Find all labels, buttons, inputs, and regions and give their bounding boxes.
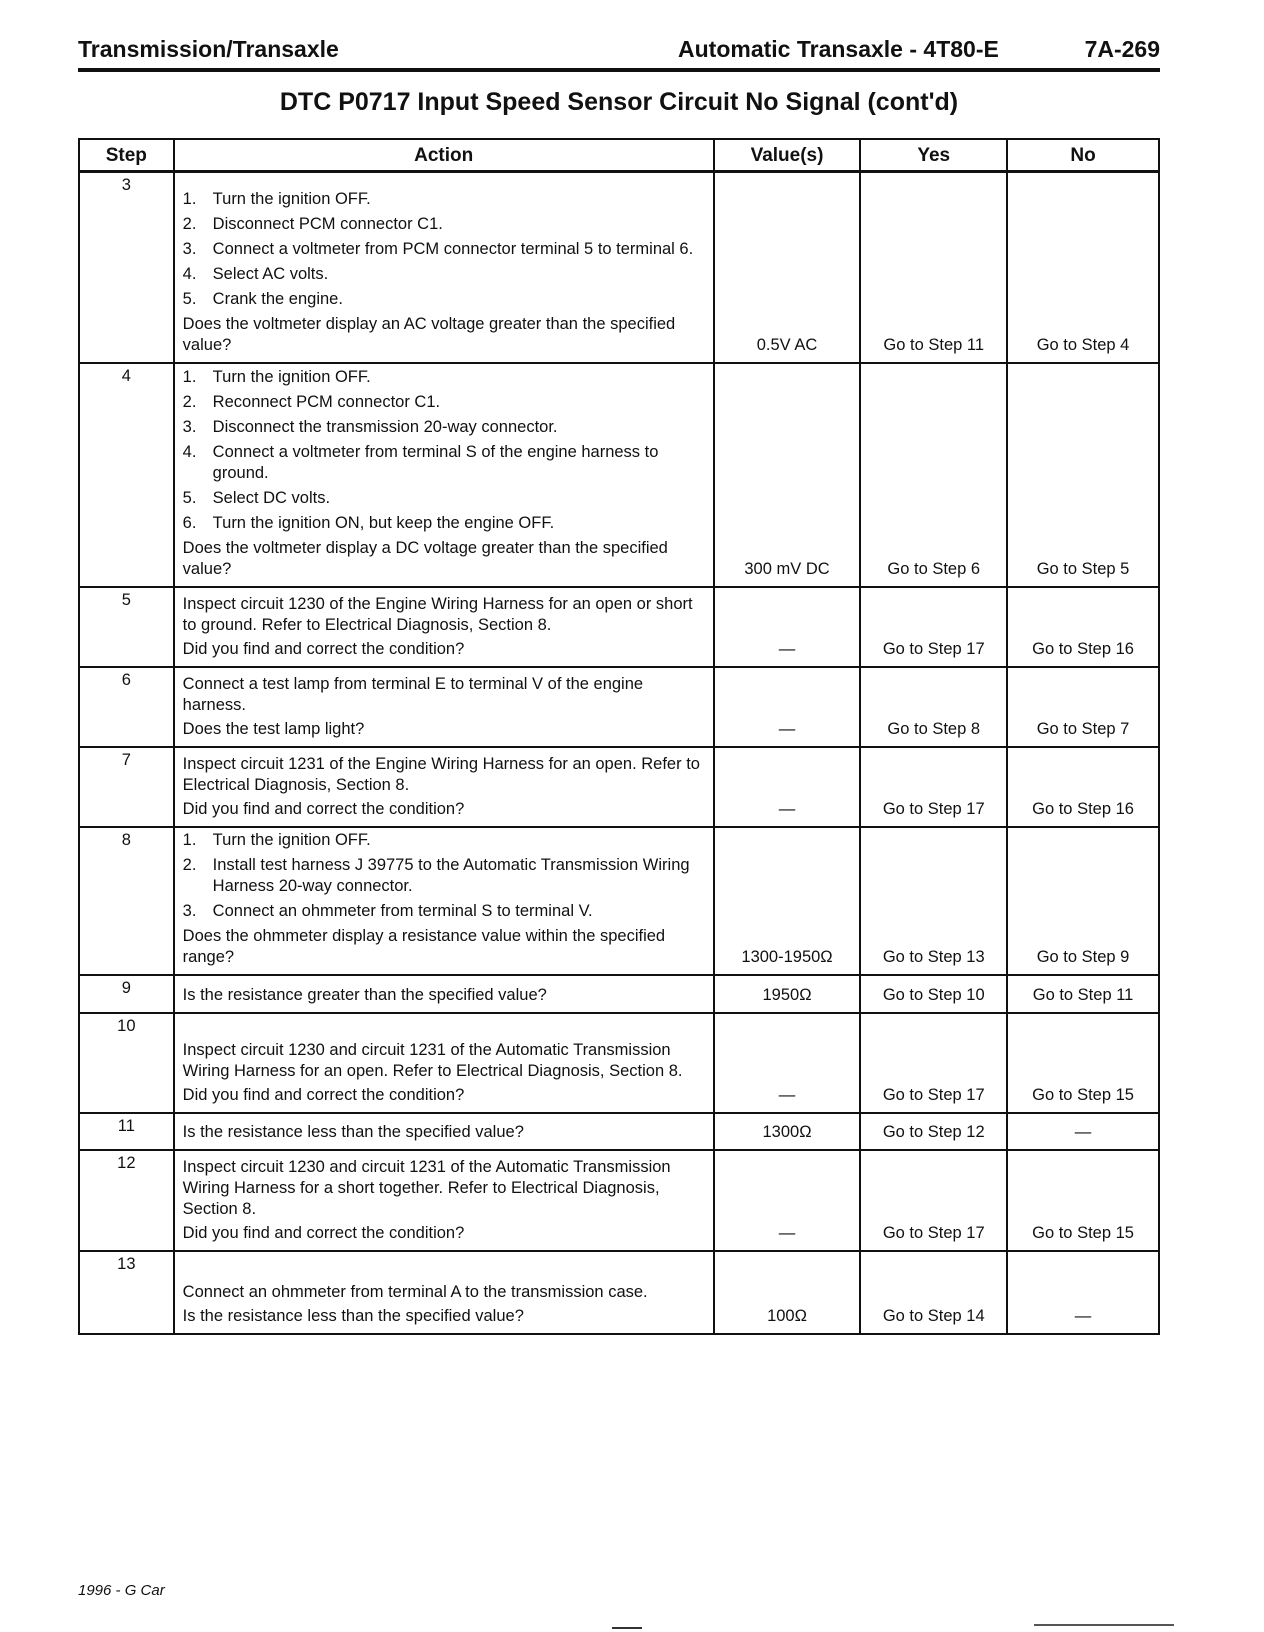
column-header-no: No [1007, 139, 1159, 172]
action-step-item [183, 264, 703, 285]
yes-cell: Go to Step 14 [860, 1251, 1007, 1334]
action-step-number: 3. [182, 417, 197, 436]
footer-edition: 1996 - G Car [78, 1582, 165, 1599]
action-cell [174, 363, 714, 587]
table-row [79, 975, 1159, 1013]
action-step-text: Disconnect the transmission 20-way connector. [212, 417, 558, 436]
value-cell: 300 mV DC [714, 363, 861, 587]
action-steps-list [183, 830, 703, 922]
no-cell: Go to Step 9 [1007, 827, 1159, 975]
action-step-item [183, 417, 703, 438]
action-step-item [183, 239, 703, 260]
action-step-item [183, 289, 703, 310]
value-cell: — [714, 667, 861, 747]
action-question: Does the ohmmeter display a resistance value within the specified range? [182, 926, 666, 966]
action-cell [174, 747, 714, 827]
no-cell: Go to Step 5 [1007, 363, 1159, 587]
action-step-number: 5. [182, 289, 197, 308]
value-cell: 100Ω [714, 1251, 861, 1334]
step-cell: 4 [79, 363, 174, 587]
action-step-number: 6. [182, 513, 197, 532]
page-number: 7A-269 [1084, 36, 1160, 62]
action-question: Did you find and correct the condition? [182, 799, 465, 818]
subsection-title: Automatic Transaxle - 4T80-E [678, 36, 999, 62]
action-step-item [183, 488, 703, 509]
action-step-text: Turn the ignition OFF. [212, 189, 371, 208]
column-header-values: Value(s) [714, 139, 861, 172]
action-cell [174, 667, 714, 747]
action-cell [174, 172, 714, 363]
action-text: Inspect circuit 1230 of the Engine Wiring Harness for an open or short to ground. Refer to Electrical Diagnosis, Section 8. [182, 594, 693, 634]
action-step-item [183, 830, 703, 851]
action-step-text: Connect an ohmmeter from terminal S to terminal V. [212, 901, 593, 920]
value-cell: 1300Ω [714, 1113, 861, 1150]
action-question: Did you find and correct the condition? [182, 1085, 465, 1104]
action-cell [174, 1251, 714, 1334]
action-cell [174, 975, 714, 1013]
no-cell: Go to Step 15 [1007, 1013, 1159, 1113]
table-row [79, 1013, 1159, 1113]
step-cell: 10 [79, 1013, 174, 1113]
action-step-number: 1. [182, 830, 197, 849]
action-step-text: Reconnect PCM connector C1. [212, 392, 441, 411]
action-text: Inspect circuit 1230 and circuit 1231 of the Automatic Transmission Wiring Harness for an open. Refer to Electrical Diagnosis, Section 8. [182, 1040, 683, 1080]
action-step-item [183, 392, 703, 413]
action-step-number: 1. [182, 367, 197, 386]
table-row [79, 1150, 1159, 1251]
yes-cell: Go to Step 17 [860, 587, 1007, 667]
step-cell: 7 [79, 747, 174, 827]
action-step-number: 1. [182, 189, 197, 208]
no-cell: — [1007, 1113, 1159, 1150]
step-cell: 5 [79, 587, 174, 667]
action-step-text: Connect a voltmeter from terminal S of the engine harness to ground. [212, 442, 659, 482]
value-cell: 1950Ω [714, 975, 861, 1013]
column-header-yes: Yes [860, 139, 1007, 172]
action-step-text: Connect a voltmeter from PCM connector terminal 5 to terminal 6. [212, 239, 694, 258]
action-step-text: Turn the ignition OFF. [212, 830, 371, 849]
action-step-text: Select AC volts. [212, 264, 329, 283]
table-header-row [79, 139, 1159, 172]
action-question: Does the test lamp light? [182, 719, 365, 738]
no-cell: — [1007, 1251, 1159, 1334]
action-cell [174, 1013, 714, 1113]
diagnostic-table [78, 138, 1160, 1335]
no-cell: Go to Step 15 [1007, 1150, 1159, 1251]
action-step-number: 2. [182, 214, 197, 233]
action-cell [174, 1150, 714, 1251]
value-cell: — [714, 1150, 861, 1251]
no-cell: Go to Step 4 [1007, 172, 1159, 363]
value-cell: 0.5V AC [714, 172, 861, 363]
action-step-text: Install test harness J 39775 to the Automatic Transmission Wiring Harness 20-way connector. [212, 855, 690, 895]
action-question: Is the resistance greater than the specified value? [182, 985, 547, 1004]
action-steps-list [183, 189, 703, 310]
page-header [78, 36, 1160, 72]
no-cell: Go to Step 7 [1007, 667, 1159, 747]
value-cell: 1300-1950Ω [714, 827, 861, 975]
action-steps-list [183, 367, 703, 534]
action-step-number: 2. [182, 392, 197, 411]
action-step-text: Disconnect PCM connector C1. [212, 214, 443, 233]
action-question: Does the voltmeter display a DC voltage greater than the specified value? [182, 538, 668, 578]
step-cell: 3 [79, 172, 174, 363]
action-step-item [183, 513, 703, 534]
action-question: Is the resistance less than the specified value? [182, 1306, 524, 1325]
footer-rule [1034, 1624, 1174, 1626]
yes-cell: Go to Step 17 [860, 1013, 1007, 1113]
step-cell: 9 [79, 975, 174, 1013]
step-cell: 11 [79, 1113, 174, 1150]
table-row [79, 747, 1159, 827]
yes-cell: Go to Step 12 [860, 1113, 1007, 1150]
no-cell: Go to Step 16 [1007, 587, 1159, 667]
table-row [79, 1251, 1159, 1334]
action-step-text: Turn the ignition OFF. [212, 367, 371, 386]
action-step-item [183, 189, 703, 210]
action-step-item [183, 855, 703, 897]
action-text: Inspect circuit 1231 of the Engine Wiring Harness for an open. Refer to Electrical Diagnosis, Section 8. [182, 754, 700, 794]
section-title: Transmission/Transaxle [78, 36, 339, 62]
action-step-number: 4. [182, 264, 197, 283]
action-step-item [183, 901, 703, 922]
column-header-action: Action [174, 139, 714, 172]
action-step-text: Crank the engine. [212, 289, 343, 308]
table-body [79, 172, 1159, 1334]
action-step-number: 5. [182, 488, 197, 507]
yes-cell: Go to Step 17 [860, 747, 1007, 827]
action-step-item [183, 367, 703, 388]
yes-cell: Go to Step 8 [860, 667, 1007, 747]
yes-cell: Go to Step 17 [860, 1150, 1007, 1251]
step-cell: 12 [79, 1150, 174, 1251]
action-cell [174, 587, 714, 667]
action-text: Inspect circuit 1230 and circuit 1231 of the Automatic Transmission Wiring Harness for a short together. Refer to Electrical Diagnosis, Section 8. [182, 1157, 671, 1218]
action-question: Did you find and correct the condition? [182, 639, 465, 658]
no-cell: Go to Step 16 [1007, 747, 1159, 827]
yes-cell: Go to Step 6 [860, 363, 1007, 587]
table-row [79, 1113, 1159, 1150]
value-cell: — [714, 1013, 861, 1113]
value-cell: — [714, 747, 861, 827]
footer-rule [612, 1627, 642, 1629]
table-row [79, 587, 1159, 667]
column-header-step: Step [79, 139, 174, 172]
action-step-number: 4. [182, 442, 197, 461]
yes-cell: Go to Step 10 [860, 975, 1007, 1013]
action-cell [174, 827, 714, 975]
action-step-item [183, 214, 703, 235]
table-row [79, 363, 1159, 587]
value-cell: — [714, 587, 861, 667]
action-text: Connect a test lamp from terminal E to terminal V of the engine harness. [182, 674, 644, 714]
action-step-item [183, 442, 703, 484]
action-step-text: Turn the ignition ON, but keep the engine OFF. [212, 513, 555, 532]
action-question: Does the voltmeter display an AC voltage greater than the specified value? [182, 314, 676, 354]
action-step-number: 3. [182, 239, 197, 258]
action-step-number: 3. [182, 901, 197, 920]
action-step-text: Select DC volts. [212, 488, 331, 507]
table-row [79, 667, 1159, 747]
yes-cell: Go to Step 11 [860, 172, 1007, 363]
step-cell: 6 [79, 667, 174, 747]
step-cell: 13 [79, 1251, 174, 1334]
table-row [79, 827, 1159, 975]
yes-cell: Go to Step 13 [860, 827, 1007, 975]
action-question: Did you find and correct the condition? [182, 1223, 465, 1242]
no-cell: Go to Step 11 [1007, 975, 1159, 1013]
table-row [79, 172, 1159, 363]
action-text: Connect an ohmmeter from terminal A to the transmission case. [182, 1282, 648, 1301]
action-question: Is the resistance less than the specified value? [182, 1122, 524, 1141]
page-title: DTC P0717 Input Speed Sensor Circuit No Signal (cont'd) [279, 88, 959, 116]
action-step-number: 2. [182, 855, 197, 874]
action-cell [174, 1113, 714, 1150]
step-cell: 8 [79, 827, 174, 975]
